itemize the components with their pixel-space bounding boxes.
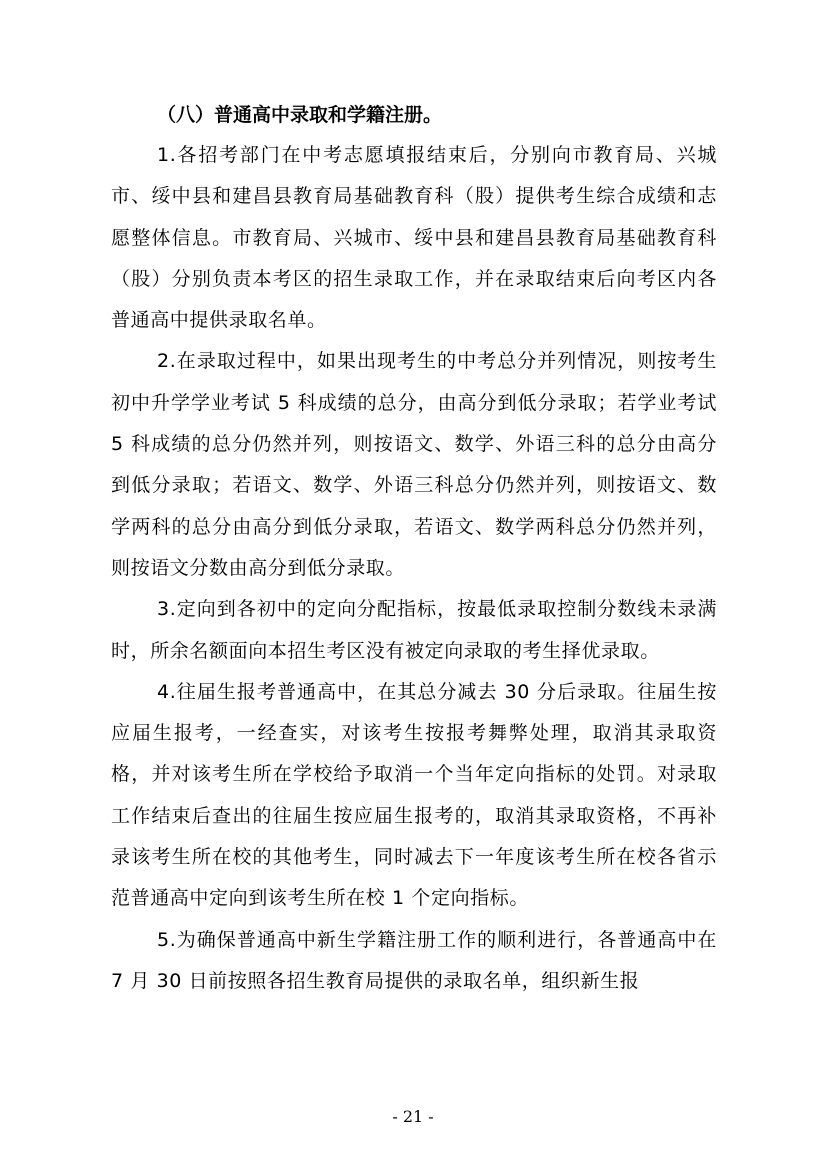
paragraph-3: 3.定向到各初中的定向分配指标，按最低录取控制分数线未录满时，所余名额面向本招生考区没有被定向录取的考生择优录取。 (111, 598, 717, 662)
page-number: - 21 - (392, 1107, 434, 1126)
paragraph-1: 1.各招考部门在中考志愿填报结束后，分别向市教育局、兴城市、绥中县和建昌县教育局基础教育科（股）提供考生综合成绩和志愿整体信息。市教育局、兴城市、绥中县和建昌县教育局基础教育科（股）分别负责本考区的招生录取工作，并在录取结束后向考区内各普通高中提供录取名单。 (111, 144, 717, 332)
section-heading: （八）普通高中录取和学籍注册。 (157, 104, 443, 126)
paragraph-2: 2.在录取过程中，如果出现考生的中考总分并列情况，则按考生初中升学学业考试 5 科成绩的总分，由高分到低分录取；若学业考试 5 科成绩的总分仍然并列，则按语文、数学、外语三科的总分由高分到低分录取；若语文、数学、外语三科总分仍然并列，则按语文、数学两科的总分由高分到低分录取，若语文、数学两科总分仍然并列，则按语文分数由高分到低分录取。 (111, 350, 717, 579)
paragraph-5: 5.为确保普通高中新生学籍注册工作的顺利进行，各普通高中在 7 月 30 日前按照各招生教育局提供的录取名单，组织新生报 (111, 928, 717, 992)
document-body (111, 96, 717, 1002)
paragraph-4: 4.往届生报考普通高中，在其总分减去 30 分后录取。往届生按应届生报考，一经查实，对该考生按报考舞弊处理，取消其录取资格，并对该考生所在学校给予取消一个当年定向指标的处罚。对录取工作结束后查出的往届生按应届生报考的，取消其录取资格，不再补录该考生所在校的其他考生，同时减去下一年度该考生所在校各省示范普通高中定向到该考生所在校 1 个定向指标。 (111, 680, 717, 910)
